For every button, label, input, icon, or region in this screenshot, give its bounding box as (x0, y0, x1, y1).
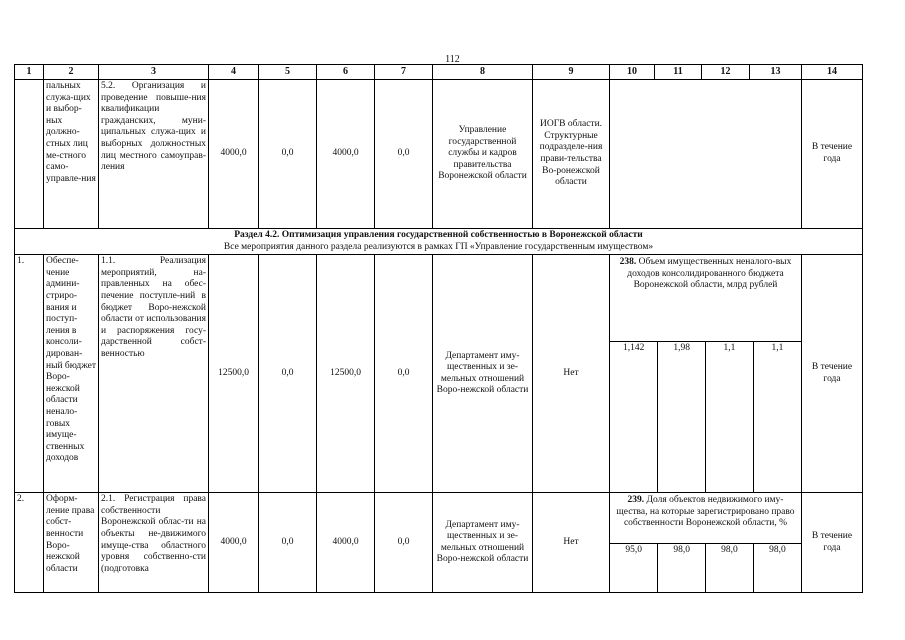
cell-other: 0,0 (375, 493, 433, 593)
header-cell: 5 (259, 65, 317, 80)
cell-activity: 1.1. Реализация мероприятий, на-правленных на обес-печение поступле-ний в бюджет Воро-нежской области от использования и распоряжения госу-дарственной собст-венностью (99, 255, 209, 493)
plan-table (14, 64, 863, 593)
indicator-value: 98,0 (706, 544, 754, 592)
cell-executor: Управление государственной службы и кадров правительства Воронежской области (433, 80, 533, 229)
page-number: 112 (445, 54, 460, 65)
cell-goal: Оформ-ление права собст-венности Воро-нежской области (44, 493, 99, 593)
cell-federal: 0,0 (259, 493, 317, 593)
cell-indicator (610, 493, 802, 593)
indicator-description: Объем имущественных неналого-вых доходов консолидированного бюджета Воронежской области, млрд рублей (627, 257, 792, 290)
indicator-value: 98,0 (658, 544, 706, 592)
header-cell: 7 (375, 65, 433, 80)
table-row-continued (15, 80, 863, 229)
header-cell: 13 (750, 65, 802, 80)
header-cell: 14 (802, 65, 863, 80)
cell-coexecutor: Нет (533, 255, 610, 493)
header-cell: 2 (44, 65, 99, 80)
cell-activity: 5.2. Организация и проведение повыше-ния квалификации гражданских, муни-ципальных служа-щих и выборных должностных лиц местного самоуправ-ления (99, 80, 209, 229)
header-cell: 6 (317, 65, 375, 80)
header-cell: 12 (702, 65, 750, 80)
cell-federal: 0,0 (259, 255, 317, 493)
header-cell: 1 (15, 65, 44, 80)
header-cell: 9 (533, 65, 610, 80)
cell-goal: Обеспе-чение админи-стриро-вания и поступ-ления в консоли-дирован-ный бюджет Воро-нежской области ненало-говых имуще-ственных доходов (44, 255, 99, 493)
header-cell: 8 (433, 65, 533, 80)
cell-regional: 4000,0 (317, 493, 375, 593)
cell-term: В течение года (802, 80, 863, 229)
indicator-value: 95,0 (610, 544, 658, 592)
cell-coexecutor: ИОГВ области. Структурные подразделе-ния прави-тельства Во-ронежской области (533, 80, 610, 229)
indicator-values (610, 342, 801, 492)
cell-num: 2. (15, 493, 44, 593)
cell-federal: 0,0 (259, 80, 317, 229)
indicator-number: 238. (619, 257, 637, 268)
table-row (15, 255, 863, 493)
cell-goal: пальных служа-щих и выбор-ных должно-стных лиц ме-стного само-управле-ния (44, 80, 99, 229)
cell-regional: 12500,0 (317, 255, 375, 493)
header-cell: 3 (99, 65, 209, 80)
section-subtitle: Все мероприятия данного раздела реализуются в рамках ГП «Управление государственным имуществом» (223, 241, 654, 252)
cell-indicator-empty (610, 80, 802, 229)
cell-other: 0,0 (375, 255, 433, 493)
indicator-value: 1,1 (771, 343, 784, 354)
cell-total: 4000,0 (209, 80, 259, 229)
section-title: Раздел 4.2. Оптимизация управления государственной собственностью в Воронежской области (234, 230, 643, 240)
indicator-description: Доля объектов недвижимого иму-щества, на которые зарегистрировано право собственности Воронежской области, % (616, 495, 795, 528)
cell-coexecutor: Нет (533, 493, 610, 593)
cell-num (15, 80, 44, 229)
cell-term: В течение года (802, 493, 863, 593)
indicator-value: 1,98 (658, 342, 706, 492)
cell-indicator (610, 255, 802, 493)
indicator-number: 239. (627, 495, 645, 506)
cell-num: 1. (15, 255, 44, 493)
section-row (15, 229, 863, 255)
indicator-values (610, 544, 801, 592)
cell-total: 12500,0 (209, 255, 259, 493)
cell-term: В течение года (802, 255, 863, 493)
header-cell: 4 (209, 65, 259, 80)
header-row (15, 65, 863, 80)
cell-executor: Департамент иму-щественных и зе-мельных отношений Воро-нежской области (433, 255, 533, 493)
indicator-value: 1,142 (610, 342, 658, 492)
table-row (15, 493, 863, 593)
cell-other: 0,0 (375, 80, 433, 229)
cell-total: 4000,0 (209, 493, 259, 593)
indicator-value: 1,1 (706, 342, 754, 492)
header-cell: 10 (610, 65, 655, 80)
cell-regional: 4000,0 (317, 80, 375, 229)
indicator-text (610, 493, 801, 544)
indicator-value: 98,0 (769, 545, 786, 556)
header-cell: 11 (655, 65, 702, 80)
indicator-text (610, 255, 801, 342)
cell-executor: Департамент иму-щественных и зе-мельных отношений Воро-нежской области (433, 493, 533, 593)
cell-activity: 2.1. Регистрация права собственности Воронежской облас-ти на объекты не-движимого имуще-ства областного уровня собственно-сти (подготовка (99, 493, 209, 593)
